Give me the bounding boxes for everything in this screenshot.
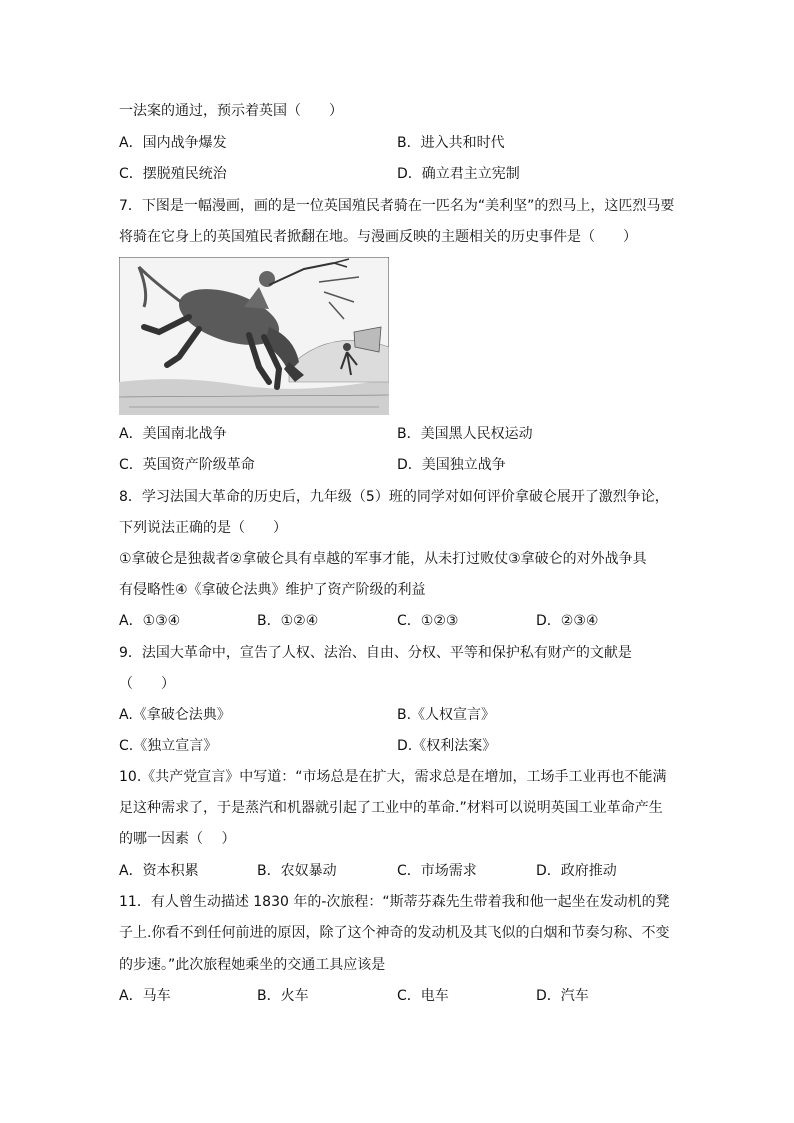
q8-stem-line2: 下列说法正确的是（ ） <box>119 520 287 536</box>
q11-option-c: C．电车 <box>397 988 449 1004</box>
q7-stem-line1: 7．下图是一幅漫画，画的是一位英国殖民者骑在一匹名为“美利坚”的烈马上，这匹烈马要 <box>119 198 675 214</box>
q6-stem: 一法案的通过，预示着英国（ ） <box>119 103 343 119</box>
q10-option-d: D．政府推动 <box>536 863 617 879</box>
q8-option-d: D．②③④ <box>536 613 599 629</box>
q6-option-c: C．摆脱殖民统治 <box>119 166 227 182</box>
q8-option-c: C．①②③ <box>397 613 459 629</box>
q11-stem-line2: 子上.你看不到任何前进的原因，除了这个神奇的发动机及其飞似的白烟和节奏匀称、不变 <box>119 925 670 941</box>
q7-stem-line2: 将骑在它身上的英国殖民者掀翻在地。与漫画反映的主题相关的历史事件是（ ） <box>119 229 637 245</box>
q10-stem-line3: 的哪一因素（ ） <box>119 831 236 847</box>
q9-stem-line2: （ ） <box>119 676 175 692</box>
q9-option-d: D.《权利法案》 <box>397 738 497 754</box>
q10-stem-line1: 10.《共产党宣言》中写道：“市场总是在扩大，需求总是在增加，工场手工业再也不能满 <box>119 769 667 785</box>
q9-option-c: C.《独立宣言》 <box>119 738 218 754</box>
q6-option-b: B．进入共和时代 <box>397 135 505 151</box>
q8-statement-line2: 有侵略性④《拿破仑法典》维护了资产阶级的利益 <box>119 582 426 598</box>
cartoon-image <box>119 257 389 415</box>
q10-option-b: B．农奴暴动 <box>257 863 337 879</box>
q6-option-d: D．确立君主立宪制 <box>397 166 520 182</box>
q10-option-c: C．市场需求 <box>397 863 477 879</box>
q7-option-b: B．美国黑人民权运动 <box>397 426 533 442</box>
q9-stem-line1: 9．法国大革命中，宣告了人权、法治、自由、分权、平等和保护私有财产的文献是 <box>119 645 632 661</box>
q10-option-a: A．资本积累 <box>119 863 199 879</box>
q8-option-b: B．①②④ <box>257 613 319 629</box>
q6-option-a: A．国内战争爆发 <box>119 135 227 151</box>
q8-statement-line1: ①拿破仑是独裁者②拿破仑具有卓越的军事才能，从未打过败仗③拿破仑的对外战争具 <box>119 551 647 567</box>
q11-stem-line3: 的步速。”此次旅程她乘坐的交通工具应该是 <box>119 957 386 973</box>
q7-option-d: D．美国独立战争 <box>397 457 506 473</box>
q9-option-b: B.《人权宣言》 <box>397 707 496 723</box>
q8-stem-line1: 8．学习法国大革命的历史后，九年级（5）班的同学对如何评价拿破仑展开了激烈争论， <box>119 489 669 505</box>
q11-option-a: A．马车 <box>119 988 171 1004</box>
q11-stem-line1: 11．有人曾生动描述 1830 年的-次旅程：“斯蒂芬森先生带着我和他一起坐在发动机的凳 <box>119 894 670 910</box>
q11-option-b: B．火车 <box>257 988 309 1004</box>
q7-option-c: C．英国资产阶级革命 <box>119 457 255 473</box>
q10-stem-line2: 足这种需求了，于是蒸汽和机器就引起了工业中的革命.”材料可以说明英国工业革命产生 <box>119 800 663 816</box>
q11-option-d: D．汽车 <box>536 988 589 1004</box>
q8-option-a: A．①③④ <box>119 613 181 629</box>
q7-option-a: A．美国南北战争 <box>119 426 227 442</box>
q9-option-a: A.《拿破仑法典》 <box>119 707 231 723</box>
